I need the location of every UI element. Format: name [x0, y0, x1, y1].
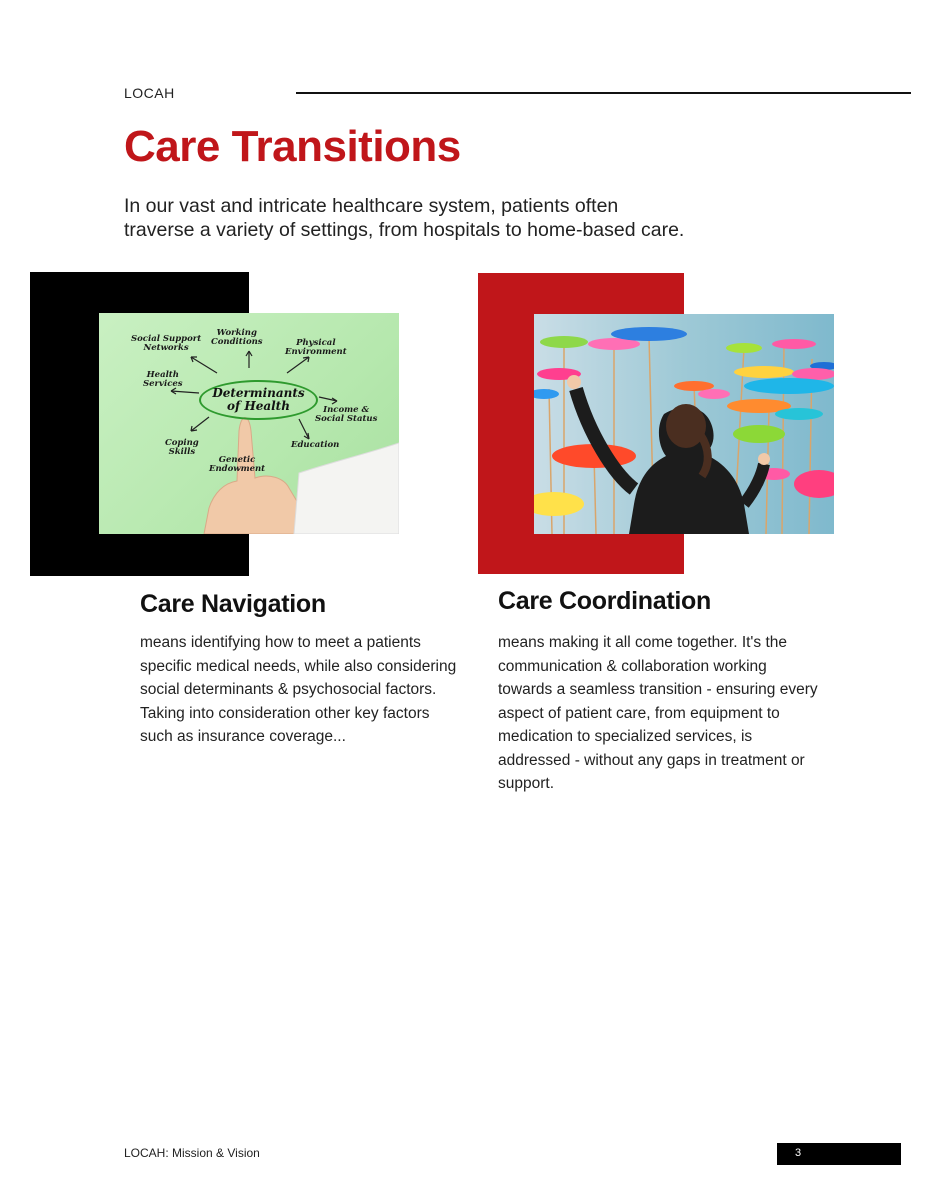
care-coordination-text: means making it all come together. It's the communication & collaboration working towards a seamless transition - ensuring every aspect of patient care, from equipment to medication to specialized services, is addressed - without any gaps in treatment or support. [498, 634, 818, 792]
page-number: 3 [795, 1147, 802, 1159]
care-navigation-heading: Care Navigation [140, 590, 326, 618]
label-social-support: Social Support Networks [131, 334, 202, 353]
care-navigation-text: means identifying how to meet a patients specific medical needs, while also considering social determinants & psychosocial factors. Taking into consideration other key factors such as insurance coverage... [140, 634, 457, 745]
label-physical-environment: Physical Environment [285, 338, 347, 357]
page-number-box [777, 1143, 901, 1165]
header-divider [296, 92, 911, 94]
label-coping-skills: Coping Skills [165, 438, 199, 457]
intro-line-1: In our vast and intricate healthcare system, patients often [124, 195, 619, 217]
label-income-social-status: Income & Social Status [315, 405, 378, 424]
spinning-plates-graphic [534, 314, 834, 534]
intro-paragraph [124, 194, 764, 242]
care-coordination-heading: Care Coordination [498, 587, 711, 615]
determinants-center-label: Determinants of Health [199, 380, 318, 420]
label-working-conditions: Working Conditions [211, 328, 263, 347]
determinants-of-health-image [99, 313, 399, 534]
label-education: Education [291, 440, 340, 450]
spinning-plates-image [534, 314, 834, 534]
intro-line-2: traverse a variety of settings, from hospitals to home-based care. [124, 219, 685, 241]
label-genetic-endowment: Genetic Endowment [209, 455, 266, 474]
footer-label: LOCAH: Mission & Vision [124, 1146, 260, 1160]
page-title: Care Transitions [124, 122, 461, 171]
label-health-services: Health Services [143, 370, 183, 389]
header-brand: LOCAH [124, 85, 175, 101]
